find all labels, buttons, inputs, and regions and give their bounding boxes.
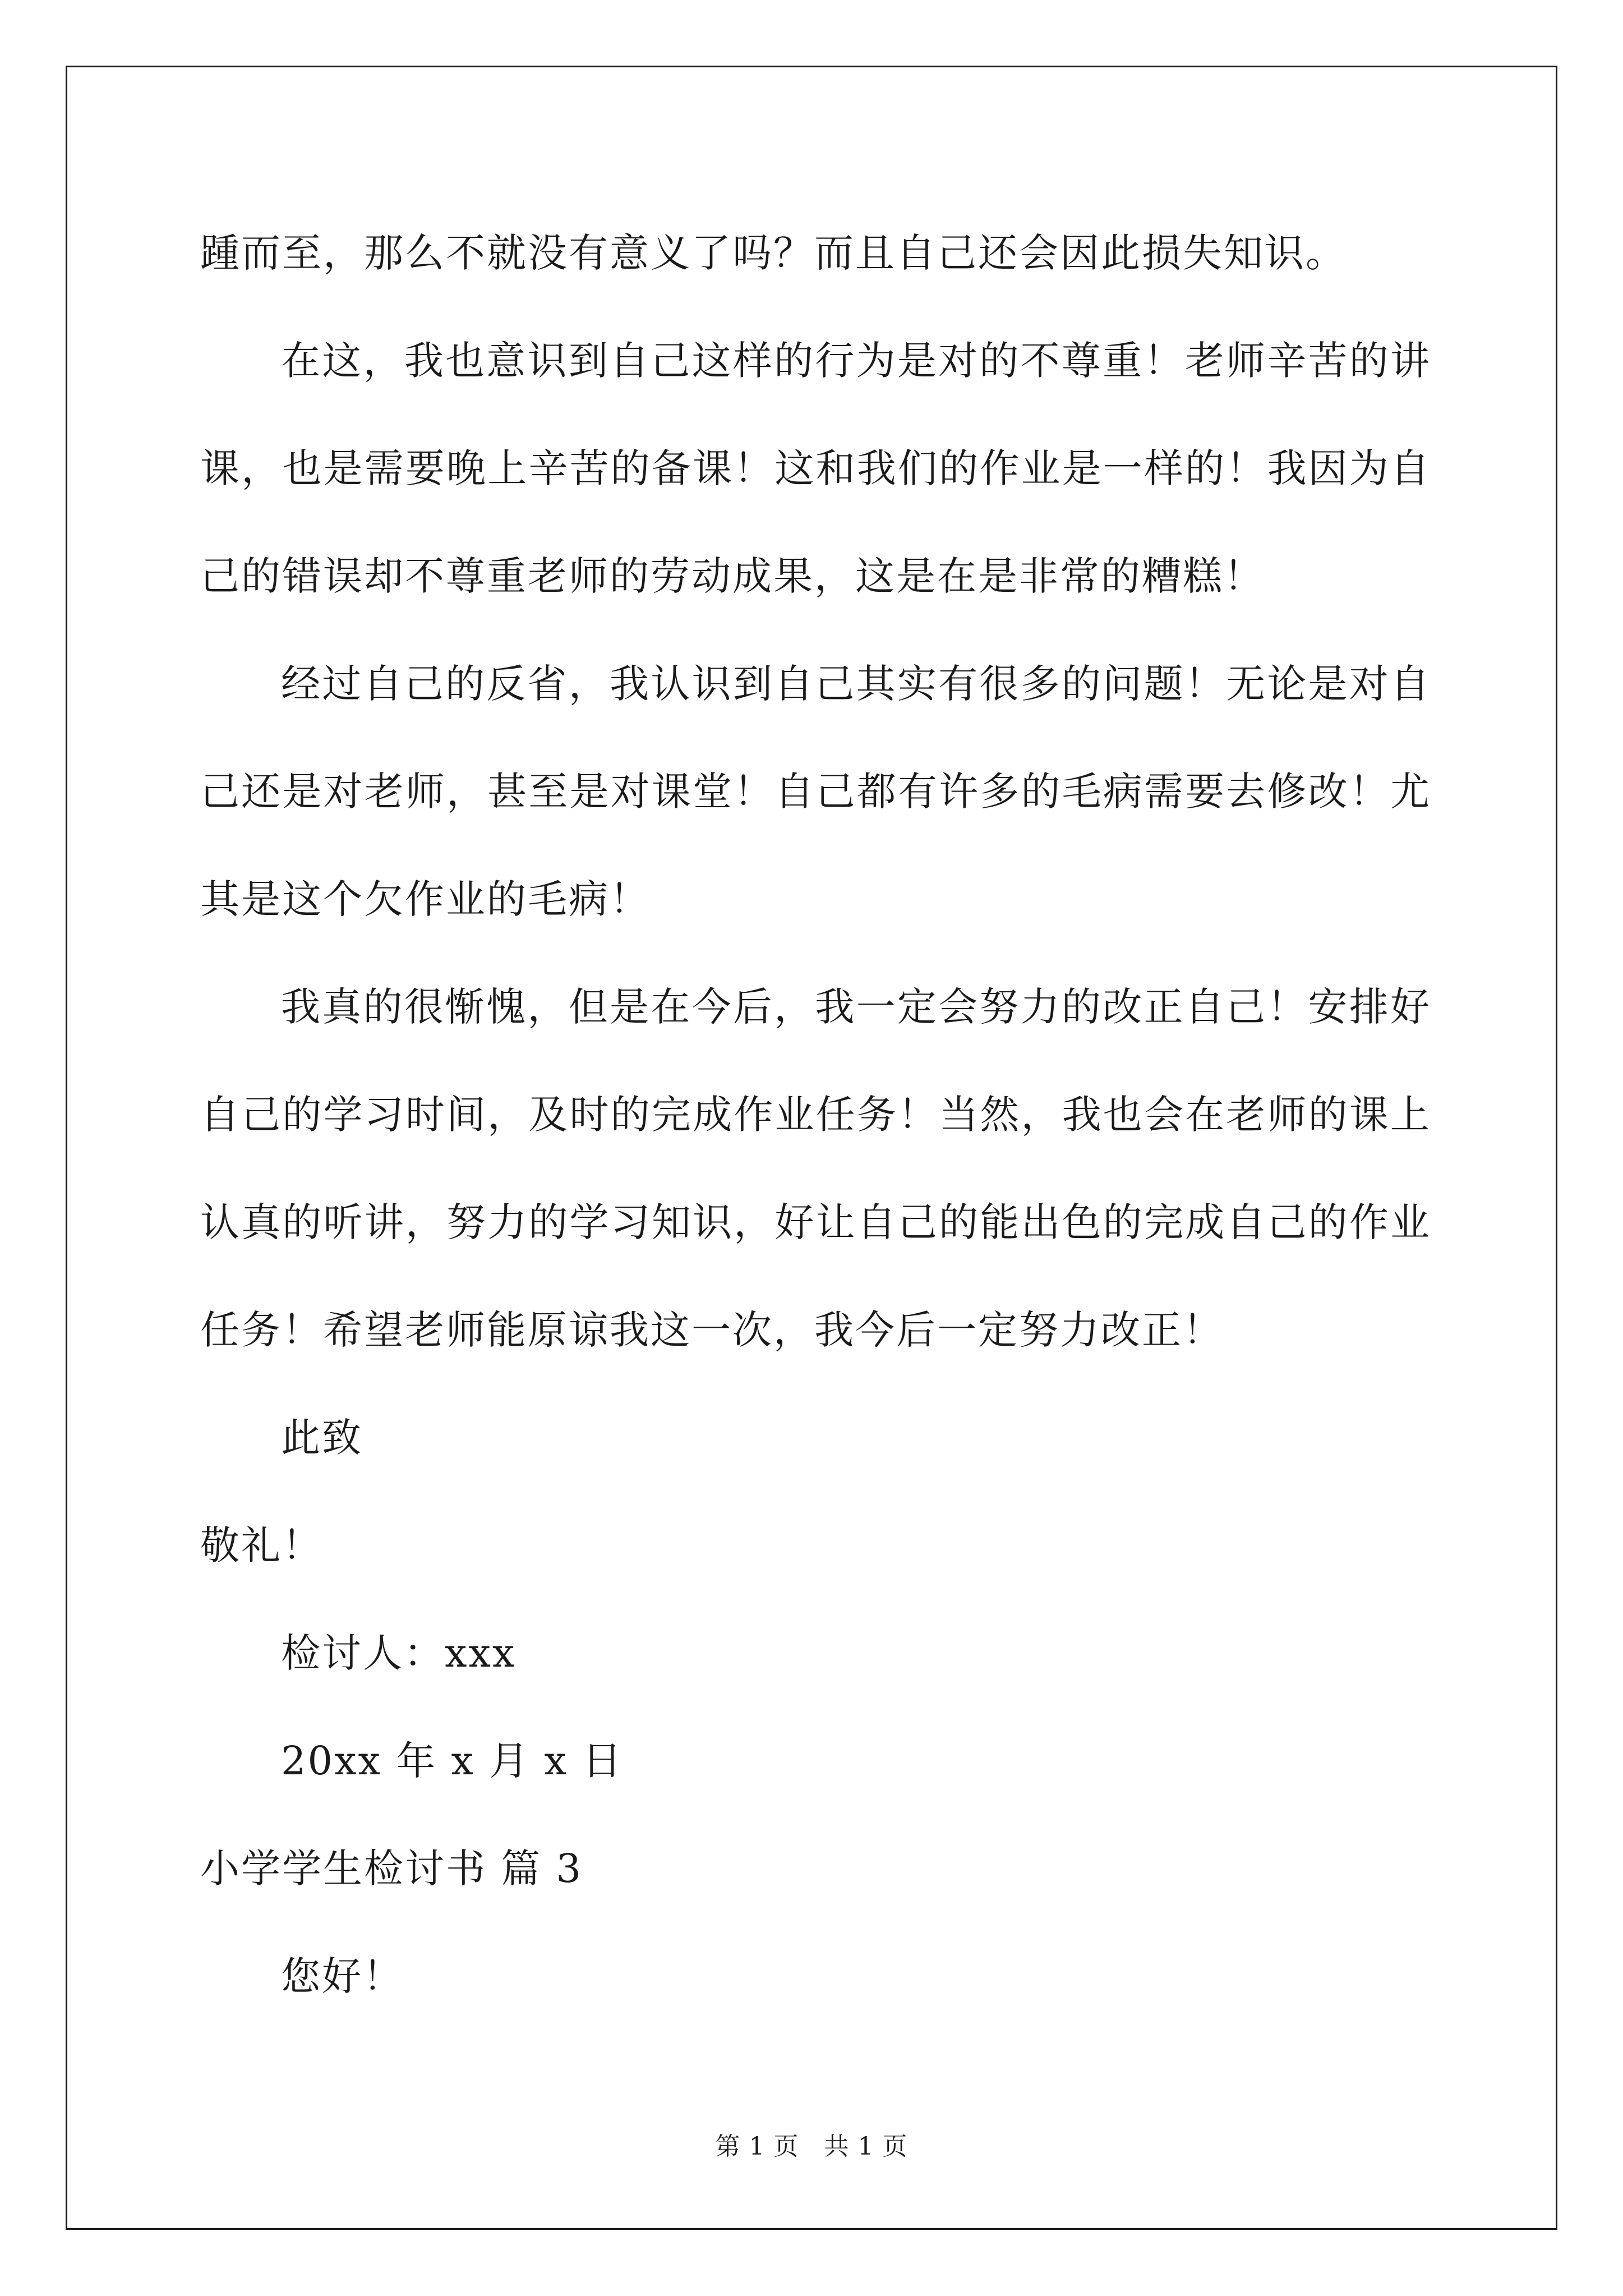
page-footer: 第 1 页 共 1 页 (715, 2132, 908, 2161)
signature-line: 检讨人：xxx (281, 1630, 517, 1676)
closing-salutation: 此致 (281, 1415, 363, 1461)
document-body (200, 199, 1431, 2030)
greeting-line: 您好！ (281, 1953, 404, 1999)
paragraph-2: 在这，我也意识到自己这样的行为是对的不尊重！老师辛苦的讲课，也是需要晚上辛苦的备课！这和我们的作业是一样的！我因为自己的错误却不尊重老师的劳动成果，这是在是非常的糟糕！ (200, 338, 1431, 599)
paragraph-3: 经过自己的反省，我认识到自己其实有很多的问题！无论是对自己还是对老师，甚至是对课堂！自己都有许多的毛病需要去修改！尤其是这个欠作业的毛病！ (200, 661, 1431, 922)
section-heading: 小学学生检讨书 篇 3 (200, 1846, 583, 1892)
paragraph-1: 踵而至，那么不就没有意义了吗？而且自己还会因此损失知识。 (200, 230, 1347, 276)
closing-respect: 敬礼！ (200, 1522, 323, 1568)
date-line: 20xx 年 x 月 x 日 (281, 1738, 624, 1784)
paragraph-4: 我真的很惭愧，但是在今后，我一定会努力的改正自己！安排好自己的学习时间，及时的完成作业任务！当然，我也会在老师的课上认真的听讲，努力的学习知识，好让自己的能出色的完成自己的作业任务！希望老师能原谅我这一次，我今后一定努力改正！ (200, 984, 1431, 1353)
